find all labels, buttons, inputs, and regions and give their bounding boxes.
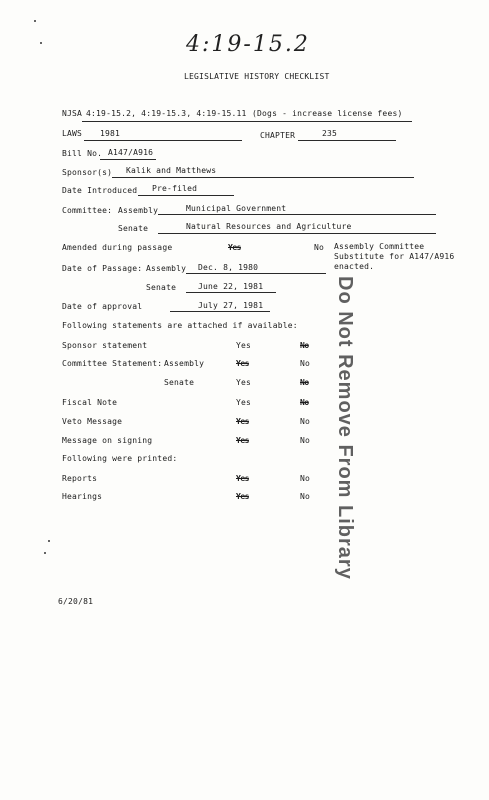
statements-heading: Following statements are attached if available: (62, 321, 298, 330)
committee-statement-assembly-yes-struck: Yes (236, 359, 249, 368)
njsa-note: (Dogs - increase license fees) (252, 109, 403, 118)
bill-underline (100, 159, 156, 160)
committee-assembly-label: Assembly (118, 206, 159, 215)
library-stamp: Do Not Remove From Library (334, 276, 356, 580)
committee-statement-label: Committee Statement: (62, 359, 163, 368)
hearings-no: No (300, 492, 311, 501)
committee-statement-assembly-label: Assembly (164, 359, 205, 368)
chapter-label: CHAPTER (260, 131, 296, 140)
veto-message-yes-struck: Yes (236, 417, 249, 426)
committee-statement-assembly-no: No (300, 359, 311, 368)
passage-senate-underline (186, 292, 276, 293)
chapter-value: 235 (322, 129, 338, 138)
approval-label: Date of approval (62, 302, 143, 311)
njsa-label: NJSA (62, 109, 83, 118)
sponsor-value: Kalik and Matthews (126, 166, 217, 175)
hearings-label: Hearings (62, 492, 103, 501)
printed-heading: Following were printed: (62, 454, 178, 463)
sponsor-statement-label: Sponsor statement (62, 341, 148, 350)
handwritten-statute-number: 4:19-15.2 (186, 32, 310, 57)
sponsor-underline (112, 177, 414, 178)
bill-value: A147/A916 (108, 148, 154, 157)
date-introduced-value: Pre-filed (152, 184, 198, 193)
njsa-value: 4:19-15.2, 4:19-15.3, 4:19-15.11 (86, 109, 247, 118)
footer-date: 6/20/81 (58, 597, 94, 606)
speck (44, 552, 46, 554)
njsa-underline (82, 121, 412, 122)
fiscal-note-yes: Yes (236, 398, 252, 407)
signing-message-label: Message on signing (62, 436, 153, 445)
committee-statement-senate-label: Senate (164, 378, 195, 387)
date-introduced-underline (138, 195, 234, 196)
laws-underline (84, 140, 242, 141)
amended-note-1: Assembly Committee (334, 242, 425, 251)
committee-statement-senate-yes: Yes (236, 378, 252, 387)
veto-message-no: No (300, 417, 311, 426)
document-title: LEGISLATIVE HISTORY CHECKLIST (184, 72, 330, 81)
passage-assembly-value: Dec. 8, 1980 (198, 263, 259, 272)
amended-no: No (314, 243, 325, 252)
hearings-yes-struck: Yes (236, 492, 249, 501)
laws-value: 1981 (100, 129, 121, 138)
laws-label: LAWS (62, 129, 83, 138)
reports-label: Reports (62, 474, 98, 483)
signing-message-no: No (300, 436, 311, 445)
committee-assembly-underline (158, 214, 436, 215)
fiscal-note-label: Fiscal Note (62, 398, 118, 407)
amended-note-2: Substitute for A147/A916 (334, 252, 455, 261)
speck (48, 540, 50, 542)
fiscal-note-no-struck: No (300, 398, 309, 407)
passage-label: Date of Passage: (62, 264, 143, 273)
amended-label: Amended during passage (62, 243, 173, 252)
passage-assembly-underline (186, 273, 326, 274)
reports-yes-struck: Yes (236, 474, 249, 483)
approval-underline (170, 311, 270, 312)
date-introduced-label: Date Introduced (62, 186, 138, 195)
amended-yes-struck: Yes (228, 243, 241, 252)
committee-senate-label: Senate (118, 224, 149, 233)
committee-statement-senate-no-struck: No (300, 378, 309, 387)
committee-assembly-value: Municipal Government (186, 204, 287, 213)
sponsor-label: Sponsor(s) (62, 168, 113, 177)
amended-note-3: enacted. (334, 262, 375, 271)
speck (40, 42, 42, 44)
veto-message-label: Veto Message (62, 417, 123, 426)
sponsor-statement-yes: Yes (236, 341, 252, 350)
committee-senate-value: Natural Resources and Agriculture (186, 222, 352, 231)
sponsor-statement-no-struck: No (300, 341, 309, 350)
passage-senate-value: June 22, 1981 (198, 282, 264, 291)
committee-senate-underline (158, 233, 436, 234)
speck (34, 20, 36, 22)
passage-senate-label: Senate (146, 283, 177, 292)
signing-message-yes-struck: Yes (236, 436, 249, 445)
chapter-underline (298, 140, 396, 141)
approval-value: July 27, 1981 (198, 301, 264, 310)
reports-no: No (300, 474, 311, 483)
passage-assembly-label: Assembly (146, 264, 187, 273)
bill-label: Bill No. (62, 149, 103, 158)
committee-label: Committee: (62, 206, 113, 215)
